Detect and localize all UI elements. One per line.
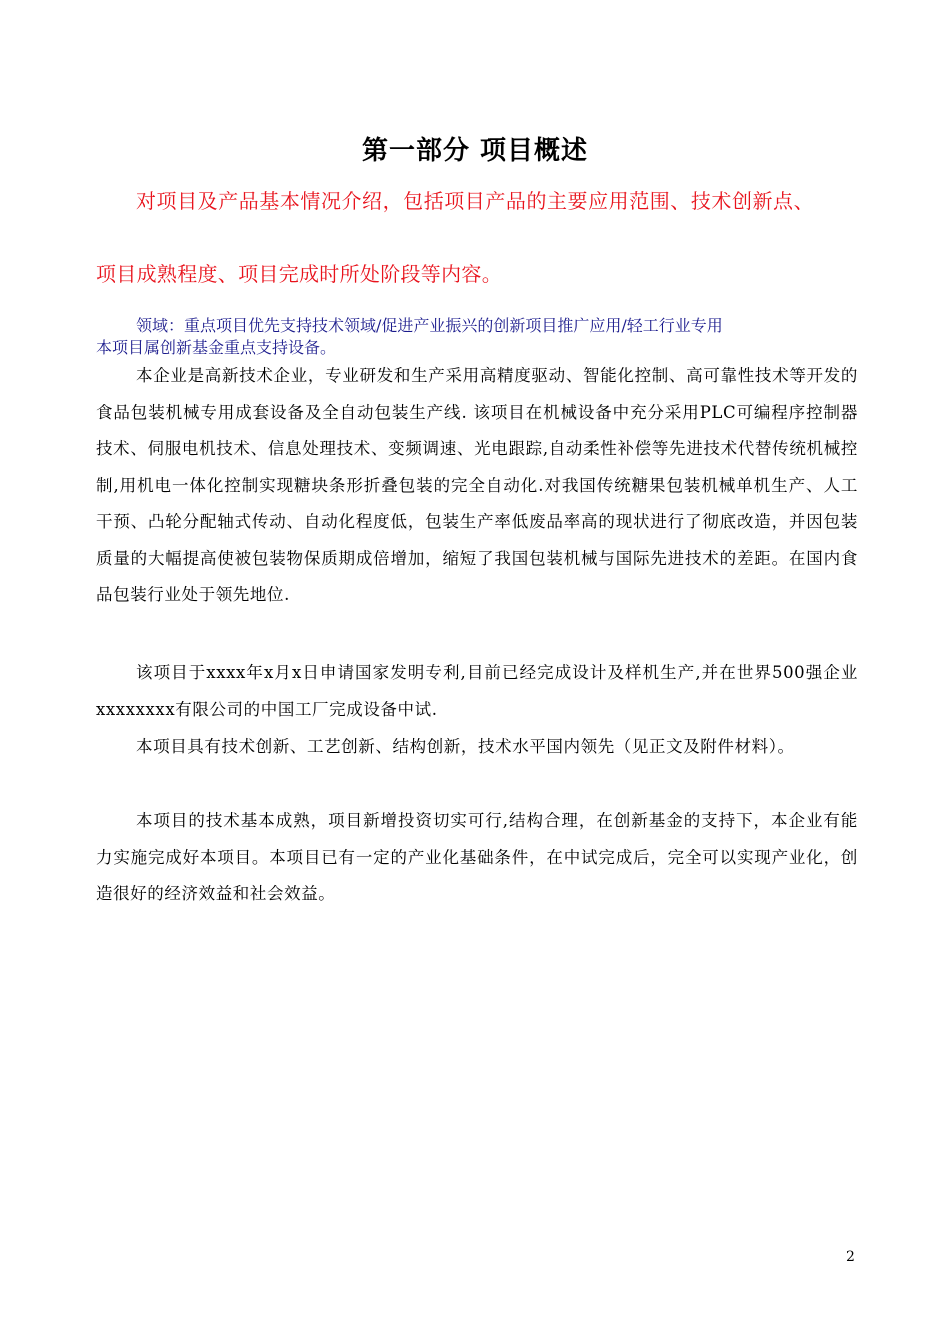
- paragraph-patent-status: 该项目于xxxx年x月x日申请国家发明专利,目前已经完成设计及样机生产,并在世界500强企业xxxxxxxx有限公司的中国工厂完成设备中试.: [96, 663, 858, 719]
- page-number: 2: [846, 1249, 855, 1265]
- section-title: 第一部分 项目概述: [361, 136, 589, 166]
- intro-text-line-1: 对项目及产品基本情况介绍，包括项目产品的主要应用范围、技术创新点、: [136, 189, 815, 213]
- paragraph-company-overview: 本企业是高新技术企业，专业研发和生产采用高精度驱动、智能化控制、高可靠性技术等开发的食品包装机械专用成套设备及全自动包装生产线. 该项目在机械设备中充分采用PLC可编程序控制器技术、伺服电机技术、信息处理技术、变频调速、光电跟踪,自动柔性补偿等先进技术代替传统机械控制,用机电一体化控制实现糖块条形折叠包装的完全自动化.对我国传统糖果包装机械单机生产、人工干预、凸轮分配轴式传动、自动化程度低，包装生产率低废品率高的现状进行了彻底改造，并因包装质量的大幅提高使被包装物保质期成倍增加，缩短了我国包装机械与国际先进技术的差距。在国内食品包装行业处于领先地位.: [96, 366, 858, 604]
- intro-text-line-2: 项目成熟程度、项目完成时所处阶段等内容。: [96, 262, 502, 286]
- domain-note-line-2: 本项目属创新基金重点支持设备。: [96, 338, 337, 357]
- domain-note-line-1: 领域：重点项目优先支持技术领域/促进产业振兴的创新项目推广应用/轻工行业专用: [136, 316, 723, 335]
- paragraph-feasibility: 本项目的技术基本成熟，项目新增投资切实可行,结构合理，在创新基金的支持下，本企业有能力实施完成好本项目。本项目已有一定的产业化基础条件，在中试完成后，完全可以实现产业化，创造很好的经济效益和社会效益。: [96, 811, 858, 903]
- paragraph-innovation: 本项目具有技术创新、工艺创新、结构创新，技术水平国内领先（见正文及附件材料）。: [136, 737, 795, 756]
